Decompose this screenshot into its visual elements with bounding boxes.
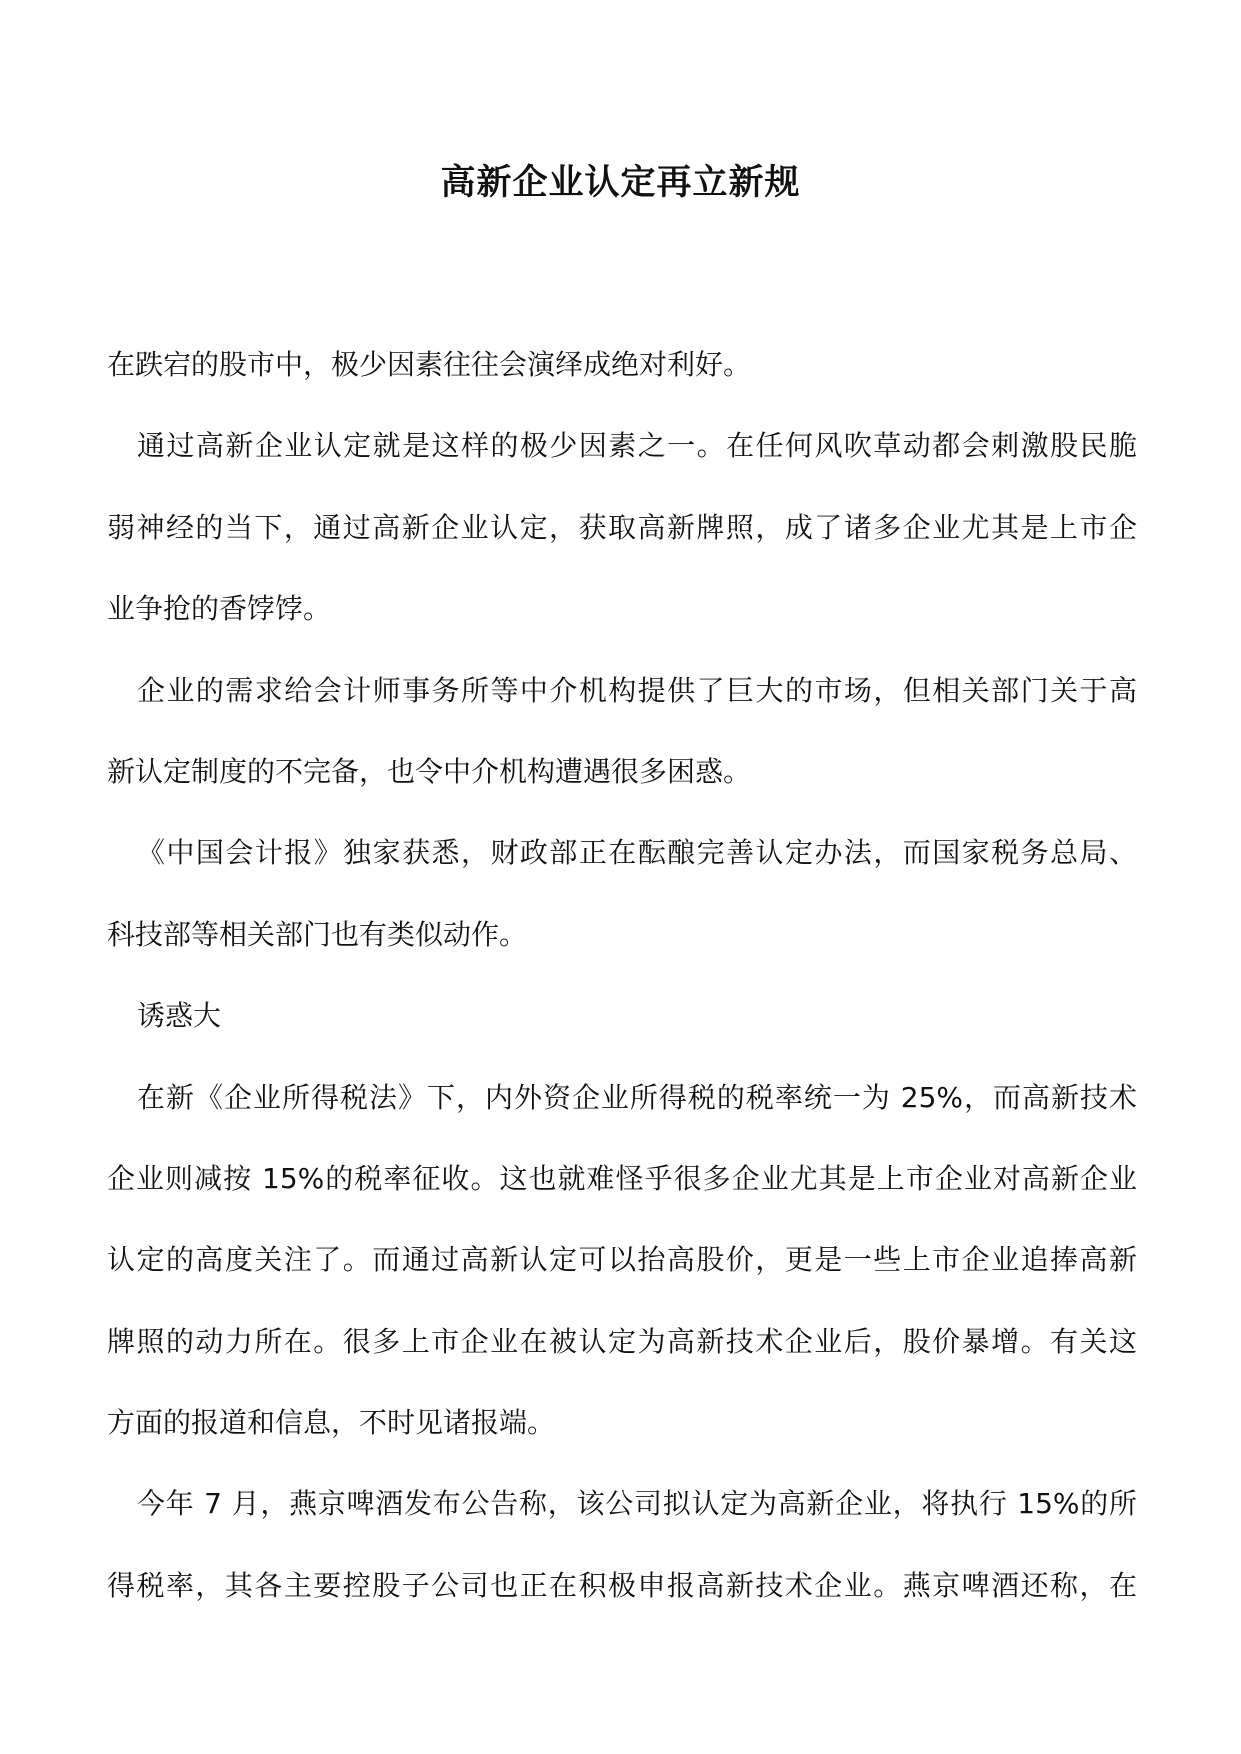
paragraph-line: 科技部等相关部门也有类似动作。 <box>107 917 528 951</box>
paragraph-line: 业争抢的香饽饽。 <box>107 592 332 626</box>
paragraph-line: 企业的需求给会计师事务所等中介机构提供了巨大的市场，但相关部门关于高 <box>137 673 1137 707</box>
paragraph-line: 《中国会计报》独家获悉，财政部正在酝酿完善认定办法，而国家税务总局、 <box>137 836 1137 870</box>
paragraph-line: 今年 7 月，燕京啤酒发布公告称，该公司拟认定为高新企业，将执行 15%的所 <box>137 1487 1137 1521</box>
paragraph-line: 牌照的动力所在。很多上市企业在被认定为高新技术企业后，股价暴增。有关这 <box>107 1324 1137 1358</box>
paragraph-line: 在新《企业所得税法》下，内外资企业所得税的税率统一为 25%，而高新技术 <box>137 1080 1137 1114</box>
paragraph-line: 弱神经的当下，通过高新企业认定，获取高新牌照，成了诸多企业尤其是上市企 <box>107 510 1137 544</box>
section-heading: 诱惑大 <box>137 999 222 1033</box>
document-title: 高新企业认定再立新规 <box>440 162 801 203</box>
paragraph-line: 新认定制度的不完备，也令中介机构遭遇很多困惑。 <box>107 754 752 788</box>
document-body <box>107 345 1137 1647</box>
paragraph-line: 企业则减按 15%的税率征收。这也就难怪乎很多企业尤其是上市企业对高新企业 <box>107 1161 1137 1195</box>
paragraph-line: 方面的报道和信息，不时见诸报端。 <box>107 1406 556 1440</box>
paragraph-line: 得税率，其各主要控股子公司也正在积极申报高新技术企业。燕京啤酒还称，在 <box>107 1568 1137 1602</box>
paragraph-line: 认定的高度关注了。而通过高新认定可以抬高股价，更是一些上市企业追捧高新 <box>107 1243 1137 1277</box>
paragraph-line: 在跌宕的股市中，极少因素往往会演绎成绝对利好。 <box>107 348 752 381</box>
paragraph-line: 通过高新企业认定就是这样的极少因素之一。在任何风吹草动都会刺激股民脆 <box>137 429 1137 463</box>
